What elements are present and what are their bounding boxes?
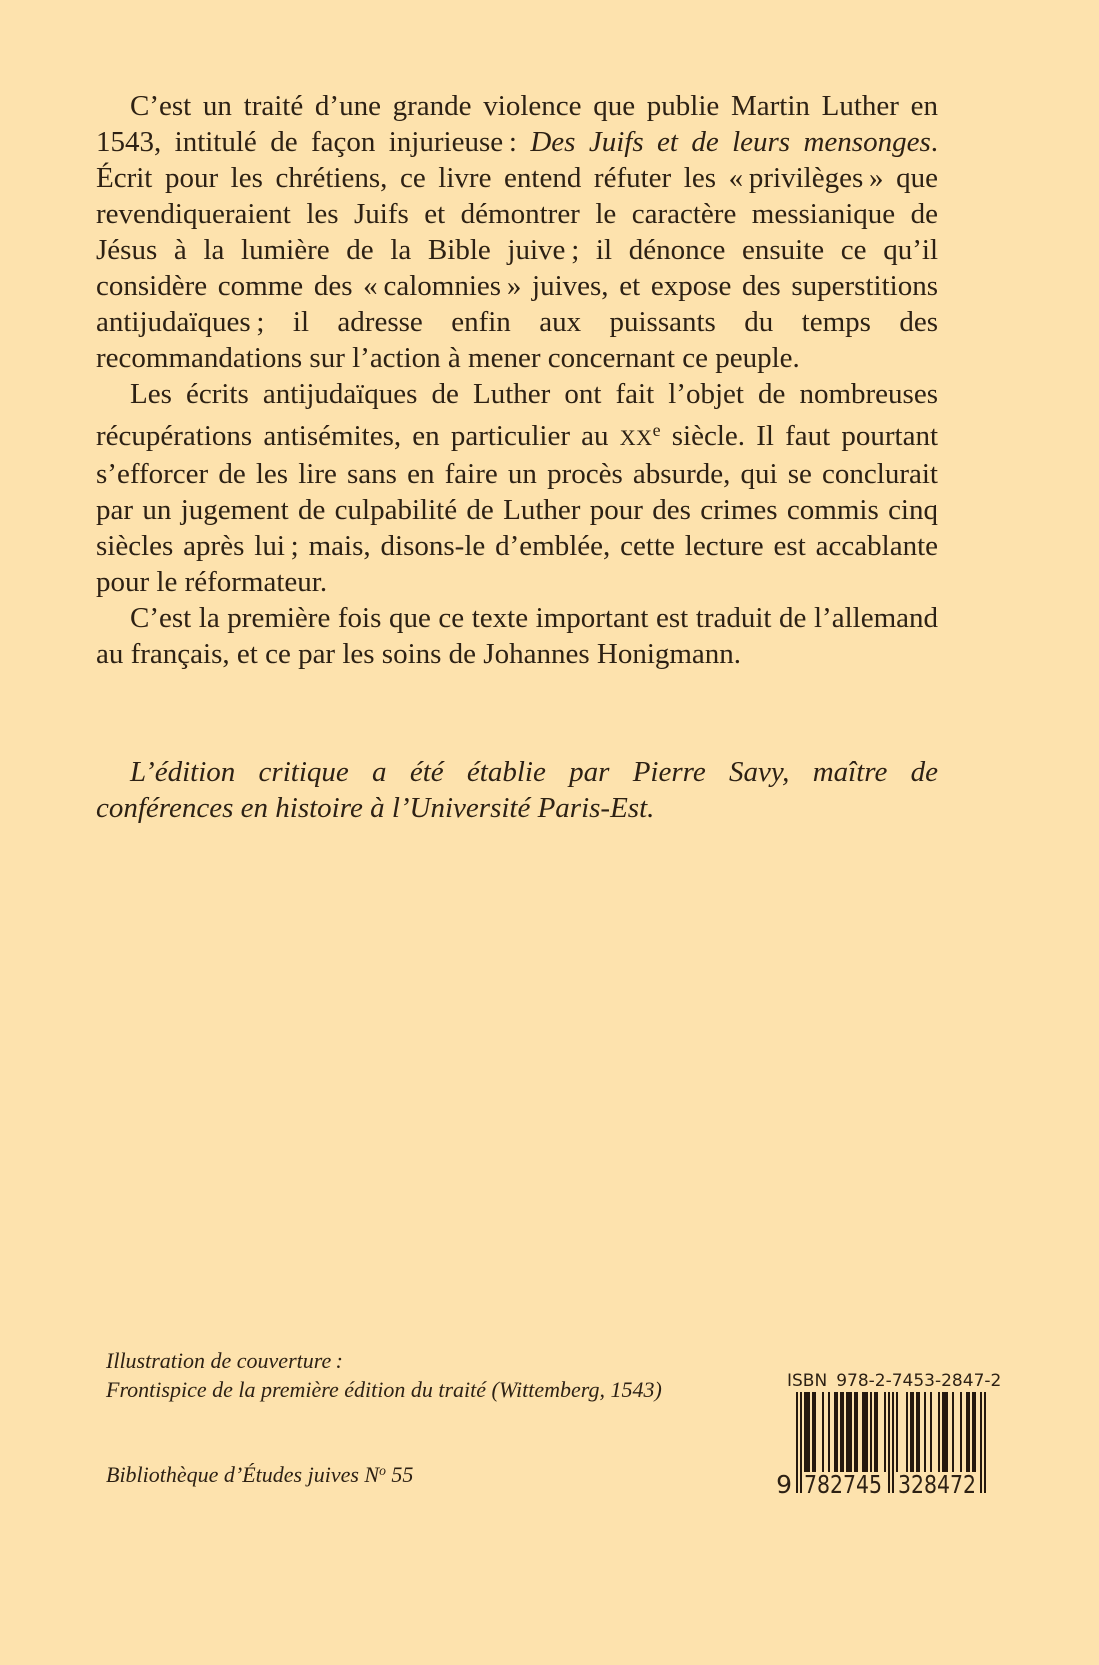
- text-segment: XX: [619, 424, 653, 450]
- text-segment: Des Juifs et de leurs mensonges: [530, 126, 931, 158]
- text-segment: Les écrits antijudaïques de Luther ont fait l’objet de nombreuses récupérations antisémites, en particulier au: [96, 378, 938, 452]
- text-segment: e: [652, 420, 661, 440]
- blurb-paragraph-2: [96, 376, 938, 600]
- collection-series-line: [106, 1462, 413, 1488]
- text-segment: Bibliothèque d’Études juives N: [106, 1462, 380, 1487]
- blurb: [96, 88, 938, 672]
- text-segment: C’est un traité d’une grande violence que publie Martin Luther en 1543, intitulé de façon injurieuse :: [96, 90, 938, 158]
- text-segment: siècle. Il faut pourtant s’efforcer de les lire sans en faire un procès absurde, qui se conclurait par un jugement de culpabilité de Luther pour des crimes commis cinq siècles après lui ; mais, disons-le d’emblée, cette lecture est accablante pour le réformateur.: [96, 419, 938, 598]
- text-segment: 55: [385, 1462, 414, 1487]
- svg-text:328472: 328472: [898, 1470, 976, 1496]
- isbn-value: 978-2-7453-2847-2: [836, 1371, 1002, 1391]
- svg-text:782745: 782745: [804, 1470, 882, 1496]
- svg-text:9: 9: [776, 1470, 792, 1496]
- illustration-caption: Frontispice de la première édition du traité (Wittemberg, 1543): [106, 1377, 662, 1402]
- text-segment: C’est la première fois que ce texte important est traduit de l’allemand au français, et ce par les soins de Johannes Honigmann.: [96, 601, 938, 670]
- isbn-label: ISBN: [787, 1371, 828, 1391]
- blurb-paragraph-3: [96, 600, 938, 672]
- text-segment: o: [379, 1463, 386, 1479]
- illustration-label: Illustration de couverture :: [106, 1348, 343, 1373]
- blurb-paragraph-1: [96, 88, 938, 376]
- isbn-barcode-block: [775, 1371, 1002, 1496]
- isbn-number-line: [775, 1371, 1002, 1391]
- editor-credit-text: L’édition critique a été établie par Pierre Savy, maître de conférences en histoire à l’Université Paris-Est.: [96, 756, 938, 824]
- ean13-barcode: [775, 1392, 990, 1496]
- text-segment: . Écrit pour les chrétiens, ce livre entend réfuter les « privilèges » que revendiqueraient les Juifs et démontrer le caractère messianique de Jésus à la lumière de la Bible juive ; il dénonce ensuite ce qu’il considère comme des « calomnies » juives, et expose des superstitions antijudaïques ; il adresse enfin aux puissants du temps des recommandations sur l’action à mener concernant ce peuple.: [96, 126, 938, 374]
- editor-credit: [96, 754, 938, 826]
- cover-illustration-credit: [106, 1346, 746, 1404]
